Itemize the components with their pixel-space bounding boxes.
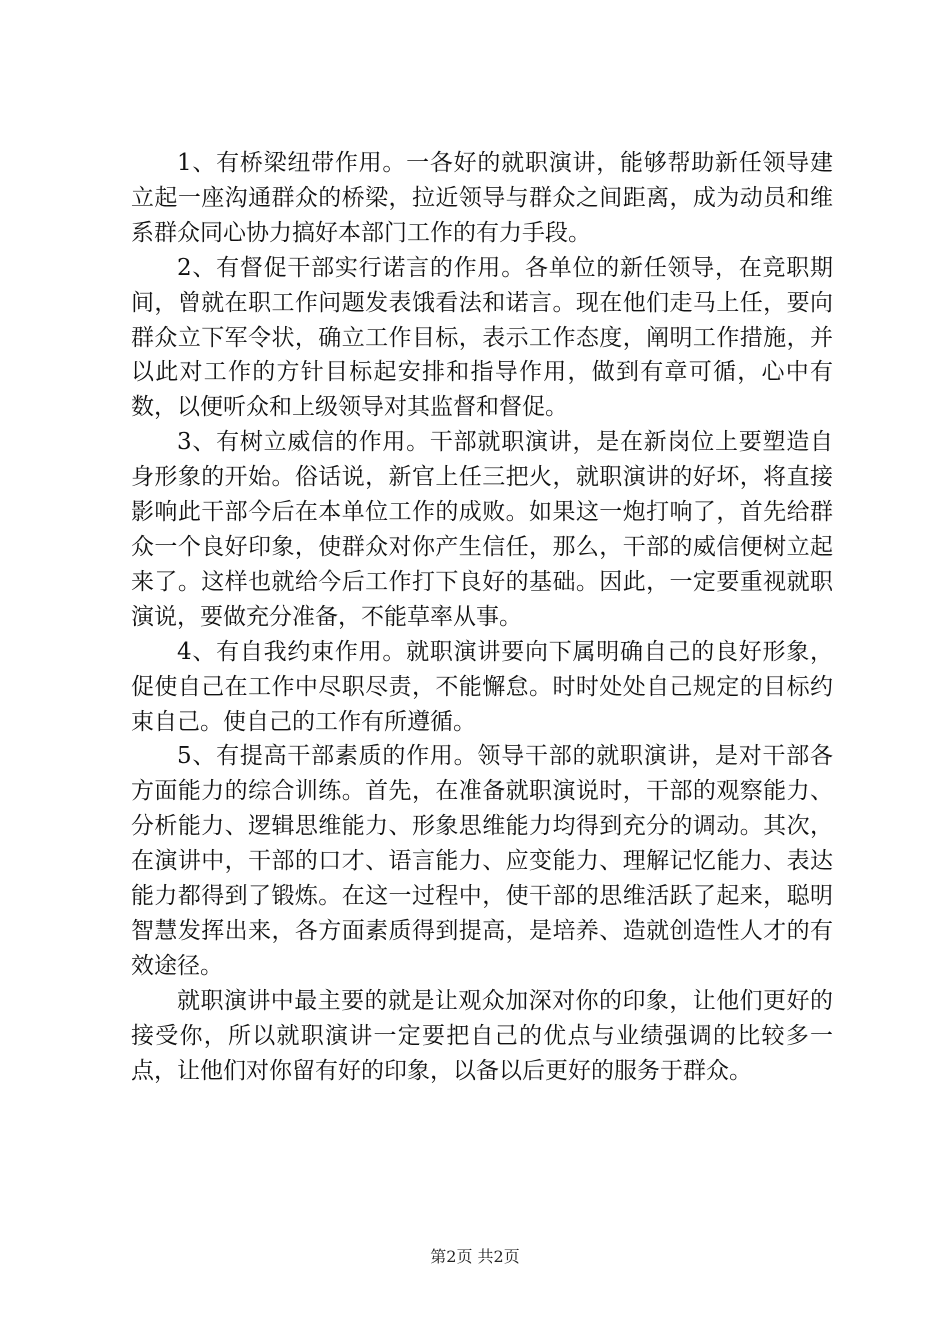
page-number-footer: 第2页 共2页 <box>430 1247 520 1266</box>
paragraph-self-restraint-role: 4、有自我约束作用。就职演讲要向下属明确自己的良好形象，促使自己在工作中尽职尽责，不能懈怠。时时处处自己规定的目标约束自己。使自己的工作有所遵循。 <box>131 638 833 735</box>
paragraph-quality-role: 5、有提高干部素质的作用。领导干部的就职演讲，是对干部各方面能力的综合训练。首先，在准备就职演说时，干部的观察能力、分析能力、逻辑思维能力、形象思维能力均得到充分的调动。其次，在演讲中，干部的口才、语言能力、应变能力、理解记忆能力、表达能力都得到了锻炼。在这一过程中，使干部的思维活跃了起来，聪明智慧发挥出来，各方面素质得到提高，是培养、造就创造性人才的有效途径。 <box>131 743 833 979</box>
paragraph-prestige-role: 3、有树立威信的作用。干部就职演讲，是在新岗位上要塑造自身形象的开始。俗话说，新官上任三把火，就职演讲的好坏，将直接影响此干部今后在本单位工作的成败。如果这一炮打响了，首先给群众一个良好印象，使群众对你产生信任，那么，干部的威信便树立起来了。这样也就给今后工作打下良好的基础。因此，一定要重视就职演说，要做充分准备，不能草率从事。 <box>131 429 833 630</box>
paragraph-conclusion: 就职演讲中最主要的就是让观众加深对你的印象，让他们更好的接受你，所以就职演讲一定要把自己的优点与业绩强调的比较多一点，让他们对你留有好的印象，以备以后更好的服务于群众。 <box>131 987 833 1084</box>
paragraph-promise-role: 2、有督促干部实行诺言的作用。各单位的新任领导，在竞职期间，曾就在职工作问题发表饿看法和诺言。现在他们走马上任，要向群众立下军令状，确立工作目标，表示工作态度，阐明工作措施，并以此对工作的方针目标起安排和指导作用，做到有章可循，心中有数，以便听众和上级领导对其监督和督促。 <box>131 254 833 421</box>
document-body <box>131 146 833 1088</box>
paragraph-bridge-role: 1、有桥梁纽带作用。一各好的就职演讲，能够帮助新任领导建立起一座沟通群众的桥梁，拉近领导与群众之间距离，成为动员和维系群众同心协力搞好本部门工作的有力手段。 <box>131 150 833 246</box>
